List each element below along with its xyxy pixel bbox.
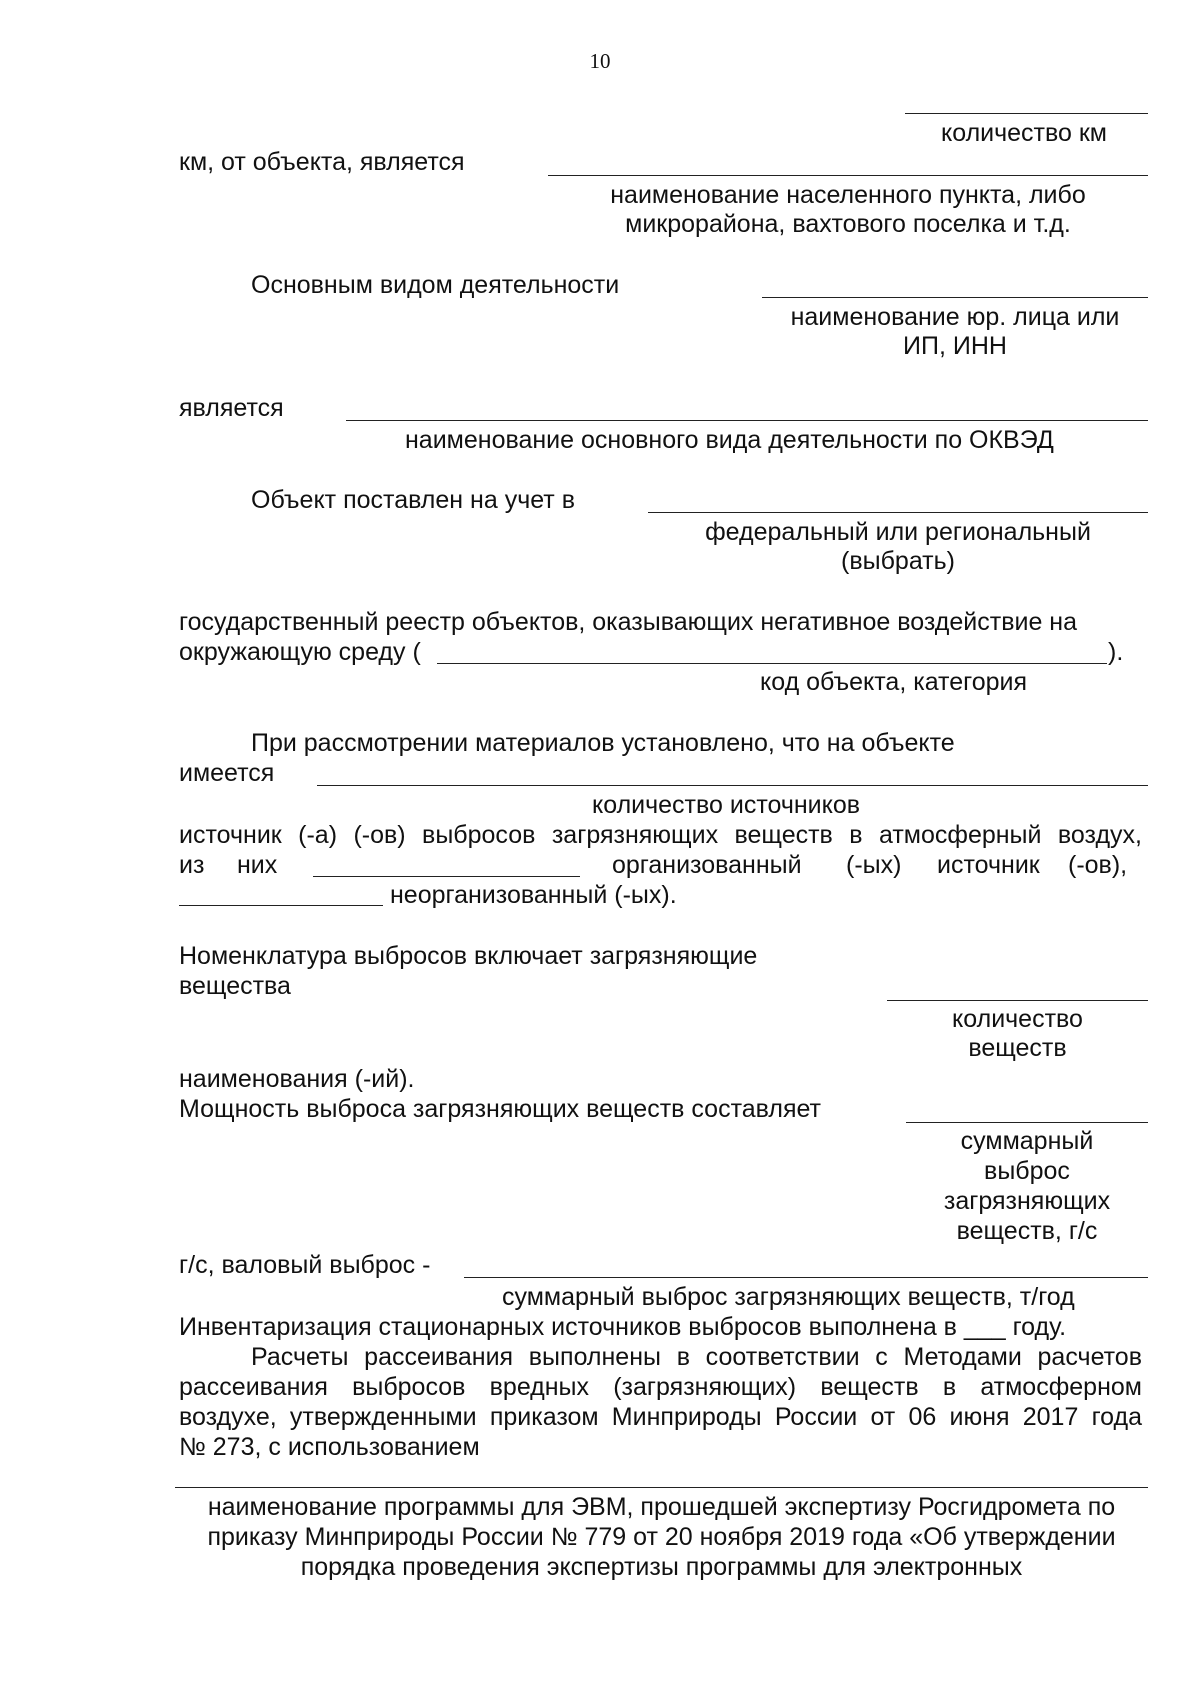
inventory-year-blank: ___ xyxy=(963,1313,1006,1341)
nomenclature-line-3: наименования (-ий). xyxy=(179,1065,415,1093)
caption-power-1: суммарный xyxy=(960,1127,1094,1155)
caption-substance-count-1: количество xyxy=(952,1005,1083,1033)
caption-power-4: веществ, г/с xyxy=(956,1217,1098,1245)
calc-line-1-wrap xyxy=(251,1342,1142,1372)
blank-line-okved xyxy=(346,420,1148,421)
calc-line-2: рассеивания выбросов вредных (загрязняющих) веществ в атмосферном xyxy=(179,1373,1142,1401)
blank-line-unorganized xyxy=(179,905,383,906)
registry-line-2-start: окружающую среду ( xyxy=(179,638,421,666)
calc-line-1: Расчеты рассеивания выполнены в соответствии с Методами расчетов xyxy=(251,1343,1142,1371)
word-nih: них xyxy=(237,851,278,879)
nomenclature-line-2: вещества xyxy=(179,972,291,1000)
activity-is-text: является xyxy=(179,394,284,422)
activity-text: Основным видом деятельности xyxy=(251,271,620,299)
caption-substance-count-2: веществ xyxy=(968,1034,1067,1062)
caption-settlement-1: наименование населенного пункта, либо xyxy=(610,181,1086,209)
blank-line-km xyxy=(905,113,1148,114)
word-organized: организованный xyxy=(612,851,802,879)
calc-line-2-wrap xyxy=(179,1372,1142,1402)
inventory-text-start: Инвентаризация стационарных источников выбросов выполнена в xyxy=(179,1313,957,1341)
calc-line-4: № 273, с использованием xyxy=(179,1433,480,1461)
caption-entity-1: наименование юр. лица или xyxy=(790,303,1120,331)
word-yh: (-ых) xyxy=(846,851,902,879)
caption-software-3: порядка проведения экспертизы программы для электронных xyxy=(300,1553,1023,1581)
blank-line-entity xyxy=(762,297,1148,298)
blank-line-organized xyxy=(313,876,580,877)
nomenclature-line-1: Номенклатура выбросов включает загрязняющие xyxy=(179,942,758,970)
gross-emission-text: г/с, валовый выброс - xyxy=(179,1251,431,1279)
blank-line-registry-level xyxy=(648,512,1148,513)
caption-power-2: выброс xyxy=(984,1157,1070,1185)
inventory-line xyxy=(179,1312,1066,1342)
calc-line-3-wrap xyxy=(179,1402,1142,1432)
registry-text: Объект поставлен на учет в xyxy=(251,486,575,514)
page-number xyxy=(0,46,1200,76)
caption-software-2: приказу Минприроды России № 779 от 20 ноября 2019 года «Об утверждении xyxy=(207,1523,1116,1551)
caption-okved: наименование основного вида деятельности по ОКВЭД xyxy=(405,426,1054,454)
sources-line-3 xyxy=(179,820,1142,850)
caption-km: количество км xyxy=(941,119,1107,147)
distance-text: км, от объекта, является xyxy=(179,148,465,176)
registry-line-2-end: ). xyxy=(1108,638,1124,666)
word-source: источник xyxy=(937,851,1040,879)
blank-line-total-emission-gs xyxy=(906,1122,1148,1123)
sources-line-1: При рассмотрении материалов установлено, что на объекте xyxy=(251,729,955,757)
caption-settlement-2: микрорайона, вахтового поселка и т.д. xyxy=(625,210,1071,238)
inventory-text-end: году. xyxy=(1012,1313,1067,1341)
blank-line-gross-emission xyxy=(464,1277,1148,1278)
caption-software-1: наименование программы для ЭВМ, прошедшей экспертизу Росгидромета по xyxy=(207,1493,1116,1521)
sources-line-2: имеется xyxy=(179,759,275,787)
caption-entity-2: ИП, ИНН xyxy=(903,332,1007,360)
blank-line-settlement xyxy=(548,175,1148,176)
blank-line-object-code xyxy=(437,663,1107,664)
power-text: Мощность выброса загрязняющих веществ составляет xyxy=(179,1095,822,1123)
blank-line-software xyxy=(175,1487,1148,1488)
caption-level-1: федеральный или региональный xyxy=(705,518,1091,546)
word-iz: из xyxy=(179,851,205,879)
blank-line-source-count xyxy=(317,785,1148,786)
blank-line-substance-count xyxy=(887,1000,1148,1001)
registry-line-1: государственный реестр объектов, оказывающих негативное воздействие на xyxy=(179,608,1077,636)
caption-source-count: количество источников xyxy=(592,791,861,819)
page-number-text: 10 xyxy=(589,49,611,73)
caption-object-code: код объекта, категория xyxy=(760,668,1028,696)
sources-line-3-text: источник (-а) (-ов) выбросов загрязняющих веществ в атмосферный воздух, xyxy=(179,821,1142,849)
caption-power-3: загрязняющих xyxy=(943,1187,1111,1215)
sources-line-5: неорганизованный (-ых). xyxy=(390,881,677,909)
caption-gross-emission: суммарный выброс загрязняющих веществ, т/год xyxy=(502,1283,1075,1311)
caption-level-2: (выбрать) xyxy=(841,547,955,575)
calc-line-3: воздухе, утвержденными приказом Минприроды России от 06 июня 2017 года xyxy=(179,1403,1142,1431)
word-ov: (-ов), xyxy=(1068,851,1128,879)
